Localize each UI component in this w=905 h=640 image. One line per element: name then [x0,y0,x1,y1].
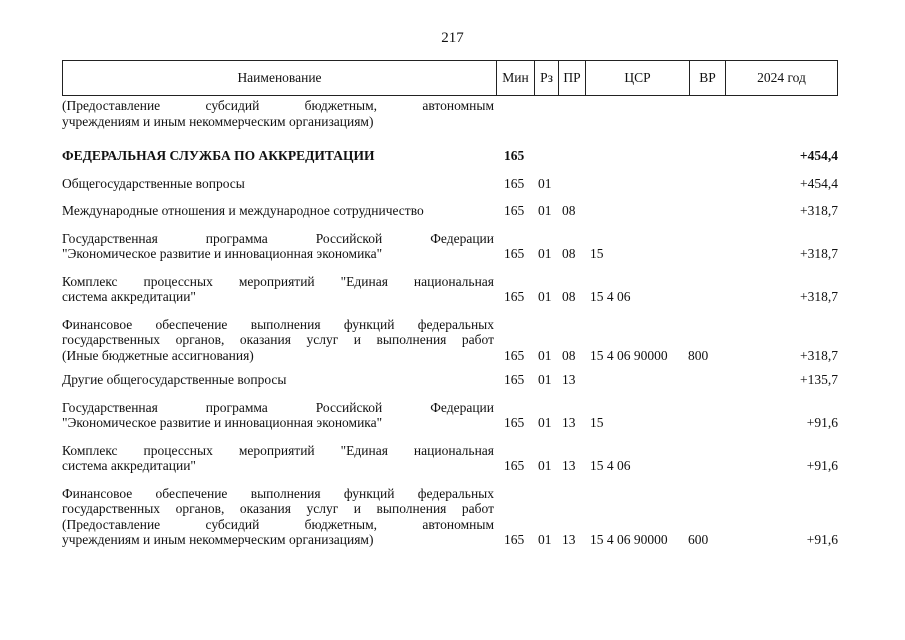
column-header-min: Мин [497,61,535,95]
row-rz: 01 [538,532,552,547]
row-pr: 13 [562,415,576,430]
row-rz: 01 [538,372,552,387]
row-name [62,486,494,548]
row-amount: +454,4 [800,175,838,191]
row-rz: 01 [538,458,552,473]
row-name-line: учреждениям и иным некоммерческим организациям) [62,532,374,547]
row-name [62,372,494,388]
row-amount: +91,6 [806,415,838,430]
row-min: 165 [504,532,525,547]
table-row [62,274,838,305]
row-csr: 15 4 06 [590,458,631,473]
row-name-line: Финансовое обеспечение выполнения функций федеральных [62,316,494,332]
row-rz: 01 [538,289,552,304]
row-min: 165 [504,246,525,261]
table-row [62,148,838,164]
row-min: 165 [504,289,525,304]
table-row [62,98,838,129]
row-rz: 01 [538,347,552,363]
row-pr: 13 [562,532,576,547]
row-name-line: государственных органов, оказания услуг и выполнения работ [62,501,494,516]
row-rz: 01 [538,415,552,430]
row-pr: 13 [562,372,576,387]
row-name-line: (Иные бюджетные ассигнования) [62,347,254,363]
row-name-line: Государственная программа Российской Федерации [62,399,494,415]
row-name-line: система аккредитации" [62,458,196,473]
row-name [62,274,494,305]
table-row [62,231,838,262]
table-row [62,203,838,219]
row-name [62,443,494,474]
row-pr: 08 [562,289,576,304]
row-name-line: Другие общегосударственные вопросы [62,372,287,387]
row-name [62,400,494,431]
row-amount: +454,4 [799,148,838,163]
row-name-line: Комплекс процессных мероприятий "Единая национальная [62,273,494,289]
row-name-line: государственных органов, оказания услуг и выполнения работ [62,332,494,347]
row-vr: 800 [688,347,709,363]
row-amount: +91,6 [806,532,838,547]
row-min: 165 [504,203,525,218]
row-min: 165 [504,148,525,163]
page-number: 217 [441,30,464,46]
row-amount: +318,7 [800,246,838,261]
row-min: 165 [504,415,525,430]
row-pr: 13 [562,458,576,473]
row-name [62,203,494,219]
row-rz: 01 [538,203,552,218]
row-amount: +318,7 [800,347,838,363]
column-header-name: Наименование [63,61,497,95]
row-name [62,317,494,364]
row-vr: 600 [688,532,709,547]
row-min: 165 [504,372,525,387]
row-name-line: Международные отношения и международное сотрудничество [62,203,424,218]
row-min: 165 [504,175,525,191]
row-csr: 15 4 06 90000 [590,347,668,363]
row-name-line: Финансовое обеспечение выполнения функций федеральных [62,485,494,501]
row-name-line: система аккредитации" [62,289,196,304]
column-header-vr: ВР [690,61,726,95]
row-pr: 08 [562,347,576,363]
row-pr: 08 [562,246,576,261]
row-csr: 15 4 06 90000 [590,532,668,547]
row-pr: 08 [562,203,576,218]
row-amount: +91,6 [806,458,838,473]
row-name [62,231,494,262]
row-csr: 15 [590,246,604,261]
row-name [62,148,494,164]
table-header [62,60,838,96]
column-header-csr: ЦСР [586,61,690,95]
row-name [62,98,494,129]
row-rz: 01 [538,246,552,261]
row-name [62,176,494,192]
row-min: 165 [504,347,525,363]
column-header-rz: Рз [535,61,559,95]
table-row [62,317,838,364]
row-name-line: Комплекс процессных мероприятий "Единая национальная [62,442,494,458]
row-name-line: "Экономическое развитие и инновационная экономика" [62,415,383,430]
row-csr: 15 [590,415,604,430]
table-row [62,372,838,388]
column-header-pr: ПР [559,61,586,95]
table-body [62,96,838,548]
row-name-line: "Экономическое развитие и инновационная экономика" [62,246,383,261]
table-row [62,176,838,192]
row-amount: +318,7 [800,203,838,218]
row-name-line: (Предоставление субсидий бюджетным, автономным [62,98,494,113]
row-name-line: Общегосударственные вопросы [62,175,245,191]
row-name-line: учреждениям и иным некоммерческим организациям) [62,113,374,129]
table-row [62,443,838,474]
row-name-line: ФЕДЕРАЛЬНАЯ СЛУЖБА ПО АККРЕДИТАЦИИ [62,148,375,163]
row-min: 165 [504,458,525,473]
table-row [62,486,838,548]
row-amount: +135,7 [800,372,838,387]
row-name-line: (Предоставление субсидий бюджетным, автономным [62,516,494,532]
row-name-line: Государственная программа Российской Федерации [62,230,494,246]
row-amount: +318,7 [800,289,838,304]
row-rz: 01 [538,175,552,191]
table-row [62,400,838,431]
row-csr: 15 4 06 [590,289,631,304]
column-header-year: 2024 год [757,70,806,85]
